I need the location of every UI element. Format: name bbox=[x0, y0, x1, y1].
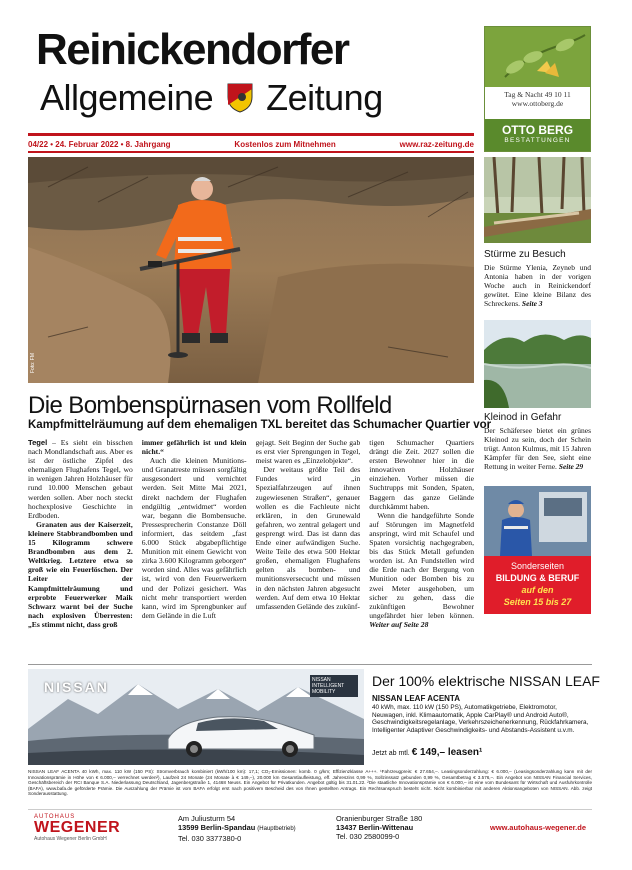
issue-rule bbox=[28, 151, 474, 153]
nissan-ad-price-value: € 149,– leasen¹ bbox=[411, 747, 483, 758]
issue-price: Kostenlos zum Mitnehmen bbox=[234, 140, 336, 149]
lake-photo-image bbox=[484, 320, 591, 408]
article-col1-p1: – Es sieht ein bisschen nach Mondlandschaft aus. Aber es ist der östliche Zipfel des ehemaligen Flughafens Tegel, wo in wenigen Jahren Holzhäuser für rund 10.000 Menschen gebaut werden sollen. Aber noch steckt hochexplosive Geschichte in Erdboden. bbox=[28, 438, 133, 520]
nissan-ad-image bbox=[28, 669, 364, 765]
nissan-ad[interactable] bbox=[28, 664, 600, 844]
nissan-ad-price-prefix: Jetzt ab mtl. bbox=[372, 750, 410, 757]
special-section-line4: Seiten 15 bis 27 bbox=[503, 597, 572, 607]
dealer-address-2-street: Oranienburger Straße 180 bbox=[336, 814, 423, 823]
nissan-ad-fine-print: NISSAN LEAF ACENTA 40 kWh, max. 110 kW (150 PS): Stromverbrauch kombiniert (kWh/100 km): 17,1; CO₂-Emissionen: komb. 0 g/km; Effizienzklasse A+++. ¹Fahrzeugpreis: € 27.654,–. Leasingsonderzahlung: € 6.000,– (Leasingsonderzahlung kann mit der Innovationsprämie in Höhe von € 6.000,– verrechnet werden²), Laufzeit 24 Monate (24 Monate à € 149,–), 20.000 km Gesamtlaufleistung, eff. Jahreszins 0,99 %, Sollzinssatz gebunden 0,99 %, Gesamtbetrag € 3.576,–. Ein Angebot von NISSAN Financial Services, Geschäftsbereich der RCI Banque S.A. Niederlassung Deutschland, Jagenbergstraße 1, 41468 Neuss. Ein Angebot für Privatkunden. Angebot gültig bis 31.01.22. ²Die staatliche Innovationsprämie von € 6.000,– ist eine vom Bundesamt für Wirtschaft und Ausfuhrkontrolle (BAFA), www.bafa.de geförderte Prämie. Die Auszahlung der Prämie ist vom BAFA erfolgt erst nach positivem Bescheid des von Ihnen gestellten Antrags. Ein Rechtsanspruch besteht nicht. Nicht kombinierbar mit anderen Aktionsangeboten von NISSAN. Abb. zeigt Sonderausstattung. bbox=[28, 769, 592, 797]
dealer-address-1-city: 13599 Berlin-Spandau bbox=[178, 823, 256, 832]
side2-text: Der Schäfersee bietet ein grünes Kleinod zu sein, doch der Schein trügt. Anton Kulmus, mit 15 Jahren Kämpfer für den See, sieht eine Rettung in weiter Ferne. bbox=[484, 426, 591, 471]
main-photo-image bbox=[28, 157, 474, 383]
otto-berg-logo bbox=[485, 119, 590, 151]
side1-teaser bbox=[484, 263, 591, 308]
special-section-teaser[interactable] bbox=[484, 486, 591, 614]
photo-credit: Foto: FM bbox=[30, 353, 36, 374]
dealer-address-2-tel: Tel. 030 2580099-0 bbox=[336, 832, 400, 841]
main-photo[interactable] bbox=[28, 157, 474, 383]
nissan-ad-model: NISSAN LEAF ACENTA bbox=[372, 694, 460, 703]
special-section-text bbox=[484, 560, 591, 608]
article-column-3 bbox=[256, 438, 361, 650]
article-subheadline: Kampfmittelräumung auf dem ehemaligen TXL bereitet das Schumacher Quartier vor bbox=[28, 419, 492, 431]
article-column-1 bbox=[28, 438, 133, 650]
issue-bar bbox=[28, 140, 474, 149]
butterfly-leaf-icon bbox=[485, 27, 590, 87]
otto-berg-website[interactable]: www.ottoberg.de bbox=[511, 99, 564, 109]
otto-berg-ad-image bbox=[485, 27, 590, 87]
storm-photo-image bbox=[484, 157, 591, 243]
article-continued-link[interactable]: Weiter auf Seite 28 bbox=[369, 619, 429, 629]
side1-page-ref[interactable]: Seite 3 bbox=[521, 299, 543, 308]
article-dateline: Tegel bbox=[28, 438, 48, 447]
article-column-4 bbox=[369, 438, 474, 650]
side-photo-lake[interactable] bbox=[484, 320, 591, 408]
dealer-address-1-tel: Tel. 030 3377380-0 bbox=[178, 834, 242, 843]
masthead-title-word-zeitung: Zeitung bbox=[266, 77, 383, 118]
workshop-photo-image bbox=[484, 486, 591, 556]
masthead-title-line1: Reinickendorfer bbox=[36, 25, 349, 74]
masthead-rule bbox=[28, 133, 474, 136]
nissan-badge: NISSAN INTELLIGENT MOBILITY bbox=[310, 675, 358, 697]
coat-of-arms-icon bbox=[227, 83, 253, 113]
article-col2-p2: Auch die kleinen Munitions- und Granatreste müssen sorgfältig ausgesondert und vernichtet werden. Seit Mitte Mai 2021, direkt nachdem der Flughafen endgültig „entwidmet“ worden war, begann die Bombensuche. Pressesprecherin Constanze Döll informiert, das seitdem „fast 6.000 Stück abgabepflichtige Munition mit einem Gewicht von zirka 3.600 Kilogramm geborgen“ worden sind. Alles was gefährlich ist, wird von den Feuerwerkern und der Polizei gesichert. Was nicht mehr transportiert werden kann, wird im Sprengbunker auf dem Gelände in die Luft bbox=[141, 456, 247, 620]
nissan-ad-title: Der 100% elektrische NISSAN LEAF bbox=[372, 673, 600, 689]
dealer-logo bbox=[34, 814, 130, 842]
dealer-website[interactable]: www.autohaus-wegener.de bbox=[490, 823, 586, 832]
side2-page-ref[interactable]: Seite 29 bbox=[558, 462, 584, 471]
issue-website[interactable]: www.raz-zeitung.de bbox=[399, 140, 474, 149]
dealer-logo-top: AUTOHAUS bbox=[34, 814, 76, 820]
special-section-line1: Sonderseiten bbox=[510, 561, 565, 571]
dealer-logo-name: WEGENER bbox=[34, 819, 121, 836]
otto-berg-brand: OTTO BERG bbox=[501, 123, 574, 137]
dealer-logo-sub: Autohaus Wegener Berlin GmbH bbox=[34, 836, 107, 842]
nissan-logo: NISSAN bbox=[44, 679, 109, 695]
article-col4-p2: Wenn die handgeführte Sonde auf Störungen im Magnetfeld anspringt, wird mit Schaufel und Spaten vorsichtig nachgegraben, bis das Stück Metall gefunden worden ist. An Fundstellen wird die Erde nach der Bergung von Munition oder Bomben bis zu zwei Meter ausgehoben, um sicher zu gehen, dass die zukünftigen Bewohner ungefährdet hier leben können. bbox=[369, 510, 474, 620]
otto-berg-ad[interactable] bbox=[484, 26, 591, 152]
otto-berg-phone: Tag & Nacht 49 10 11 bbox=[504, 90, 571, 99]
side2-teaser bbox=[484, 426, 591, 471]
nissan-ad-price bbox=[372, 747, 482, 758]
article-body bbox=[28, 438, 474, 650]
otto-berg-subtitle: BESTATTUNGEN bbox=[504, 137, 571, 144]
dealer-address-2 bbox=[336, 814, 422, 841]
side1-text: Die Stürme Ylenia, Zeyneb und Antonia haben in der vorigen Woche auch in Reinickendorf gewütet. Eine kleine Bilanz des Schreckens. bbox=[484, 263, 591, 308]
issue-number: 04/22 • 24. Februar 2022 • 8. Jahrgang bbox=[28, 140, 171, 149]
nissan-ad-footer bbox=[28, 809, 592, 843]
article-col2-p1: immer gefährlich ist und klein nicht.“ bbox=[141, 438, 247, 457]
side-photo-storm[interactable] bbox=[484, 157, 591, 243]
dealer-address-2-city: 13437 Berlin-Wittenau bbox=[336, 823, 414, 832]
otto-berg-contact bbox=[485, 90, 590, 109]
article-col3-p1: gejagt. Seit Beginn der Suche gab es erst vier Sprengungen in Tegel, meist waren es „Einzelobjekte“. bbox=[255, 438, 361, 466]
article-col3-p2: Der weitaus größte Teil des Fundes wird „in Spezialfahrzeugen auf ihnen zugewiesenen Straßen“, genauer wollen es die Fachleute nicht erklären, in den Grunewald gefahren, wo zentral gelagert und gesprengt wird. Das ist dann das Ende einer aufwändigen Suche. Weite Teile des etwa 500 Hektar großen, ehemaligen Flughafens gelten als bomben- und munitionsversecucht und müssen in den nächsten Jahren abgesucht werden. Auf dem etwa 10 Hektar umfassenden Gelände des zukünf- bbox=[255, 465, 361, 611]
special-section-line3: auf den bbox=[521, 585, 554, 595]
article-column-2 bbox=[142, 438, 247, 650]
masthead-title-line2 bbox=[40, 77, 383, 118]
special-section-line2: BILDUNG & BERUF bbox=[495, 573, 580, 583]
article-headline[interactable]: Die Bombenspürnasen vom Rollfeld bbox=[28, 392, 392, 419]
side2-headline[interactable]: Kleinod in Gefahr bbox=[484, 412, 562, 423]
nissan-ad-spec: 40 kWh, max. 110 kW (150 PS), Automatikgetriebe, Elektromotor, Neuwagen, inkl. Klimaautomatik, Apple CarPlay® und Android Auto®, Geschwindigkeitsregelanlage, Verkehrszeichenerkennung, Rückfahrkamera, Intelligenter Adaptiver Geschwindigkeits- und Abstands-Assistent u.v.m. bbox=[372, 704, 589, 734]
article-col1-p2: Granaten aus der Kaiserzeit, kleinere Stabbrandbomben und 15 Kilogramm schwere Brandbomben aus dem 2. Weltkrieg. Letztere etwa so groß wie ein Feuerlöschen. Der Leiter der Kampfmittelräumung und erprobte Feuerwerker Maik Schwarz warnt bei der Suche nach explosiven Überresten: „Es stimmt nicht, dass groß bbox=[28, 519, 133, 629]
masthead-title-word-allgemeine: Allgemeine bbox=[40, 77, 214, 118]
article-col4-p2-wrap bbox=[369, 511, 474, 629]
dealer-address-1-street: Am Juliusturm 54 bbox=[178, 814, 236, 823]
dealer-address-1 bbox=[178, 814, 296, 843]
dealer-address-1-note: (Hauptbetrieb) bbox=[257, 826, 296, 832]
side1-headline[interactable]: Stürme zu Besuch bbox=[484, 249, 566, 260]
article-col4-p1: tigen Schumacher Quartiers drängt die Zeit. 2027 sollen die ersten Bewohner hier in die innovativen Holzhäuser einziehen. Vorher müssen die Suchtrupps mit Sonden, Spaten, Baggern das ganze Gelände durchkämmt haben. bbox=[369, 438, 474, 511]
